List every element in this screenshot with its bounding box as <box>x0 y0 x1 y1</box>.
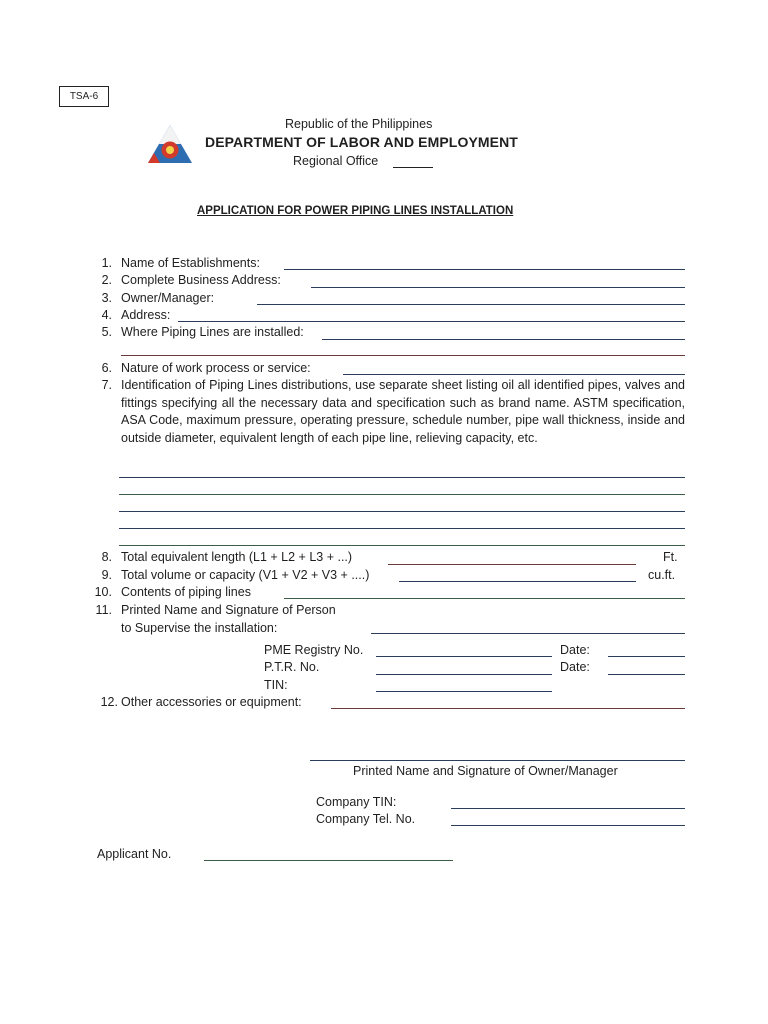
volume-unit: cu.ft. <box>648 568 676 582</box>
form-code-box <box>59 86 109 107</box>
supervisor-signature-field[interactable] <box>371 633 685 634</box>
item-8-label: Total equivalent length (L1 + L2 + L3 + ...) <box>121 550 353 564</box>
item-11-label-line-1: Printed Name and Signature of Person <box>121 603 336 617</box>
length-unit: Ft. <box>663 550 678 564</box>
item-4-number: 4. <box>101 308 112 322</box>
item-10-number: 10. <box>94 585 112 599</box>
piping-details-line-4[interactable] <box>119 528 685 529</box>
ptr-label: P.T.R. No. <box>264 660 320 674</box>
ptr-date-label: Date: <box>560 660 590 674</box>
item-7-number: 7. <box>101 378 112 392</box>
business-address-field[interactable] <box>311 287 685 288</box>
item-12-number: 12. <box>100 695 118 709</box>
item-7-instructions: Identification of Piping Lines distributions, use separate sheet listing oil all identified pipes, valves and fittings specifying all the necessary data and specification such as brand name. ASTM specification, ASA Code, maximum pressure, operating pressure, schedule number, pipe wall thickness, inside and outside diameter, equivalent length of each pipe line, relieving capacity, etc. <box>121 378 685 445</box>
supervisor-tin-field[interactable] <box>376 691 552 692</box>
form-title: APPLICATION FOR POWER PIPING LINES INSTALLATION <box>197 205 514 217</box>
dole-logo-icon <box>146 123 194 165</box>
piping-details-line-5[interactable] <box>119 545 685 546</box>
item-3-number: 3. <box>101 291 112 305</box>
pme-registry-field[interactable] <box>376 656 552 657</box>
pme-date-label: Date: <box>560 643 590 657</box>
company-tel-label: Company Tel. No. <box>316 812 416 826</box>
item-3-label: Owner/Manager: <box>121 291 215 305</box>
ptr-field[interactable] <box>376 674 552 675</box>
piping-details-line-2[interactable] <box>119 494 685 495</box>
applicant-number-label: Applicant No. <box>97 847 172 861</box>
applicant-number-field[interactable] <box>204 860 453 861</box>
company-tel-field[interactable] <box>451 825 685 826</box>
item-5-number: 5. <box>101 325 112 339</box>
item-12-label: Other accessories or equipment: <box>121 695 302 709</box>
piping-details-line-1[interactable] <box>119 477 685 478</box>
pme-registry-label: PME Registry No. <box>264 643 364 657</box>
item-11-number: 11. <box>95 603 112 617</box>
item-1-label: Name of Establishments: <box>121 256 260 270</box>
piping-location-field-continued[interactable] <box>121 355 685 356</box>
nature-of-work-field[interactable] <box>343 374 685 375</box>
total-volume-field[interactable] <box>399 581 636 582</box>
owner-signature-field[interactable] <box>310 760 685 761</box>
item-6-label: Nature of work process or service: <box>121 361 311 375</box>
pme-date-field[interactable] <box>608 656 685 657</box>
regional-office-field[interactable] <box>393 167 433 168</box>
company-tin-label: Company TIN: <box>316 795 397 809</box>
piping-contents-field[interactable] <box>284 598 685 599</box>
establishment-name-field[interactable] <box>284 269 685 270</box>
owner-signature-label: Printed Name and Signature of Owner/Manager <box>353 764 618 778</box>
other-accessories-field[interactable] <box>331 708 685 709</box>
item-1-number: 1. <box>101 256 112 270</box>
item-2-label: Complete Business Address: <box>121 273 281 287</box>
owner-manager-field[interactable] <box>257 304 685 305</box>
item-8-number: 8. <box>101 550 112 564</box>
item-9-number: 9. <box>101 568 112 582</box>
form-code: TSA-6 <box>69 91 99 102</box>
header-republic: Republic of the Philippines <box>285 117 433 131</box>
item-9-label: Total volume or capacity (V1 + V2 + V3 + ....) <box>121 568 370 582</box>
item-2-number: 2. <box>101 273 112 287</box>
item-6-number: 6. <box>101 361 112 375</box>
supervisor-tin-label: TIN: <box>264 678 288 692</box>
item-4-label: Address: <box>121 308 171 322</box>
item-10-label: Contents of piping lines <box>121 585 251 599</box>
owner-address-field[interactable] <box>178 321 685 322</box>
total-length-field[interactable] <box>388 564 636 565</box>
ptr-date-field[interactable] <box>608 674 685 675</box>
piping-location-field[interactable] <box>322 339 685 340</box>
piping-details-line-3[interactable] <box>119 511 685 512</box>
header-regional-office: Regional Office <box>293 154 379 168</box>
company-tin-field[interactable] <box>451 808 685 809</box>
header-department: DEPARTMENT OF LABOR AND EMPLOYMENT <box>205 134 518 150</box>
item-5-label: Where Piping Lines are installed: <box>121 325 304 339</box>
item-11-label-line-2: to Supervise the installation: <box>121 621 278 635</box>
